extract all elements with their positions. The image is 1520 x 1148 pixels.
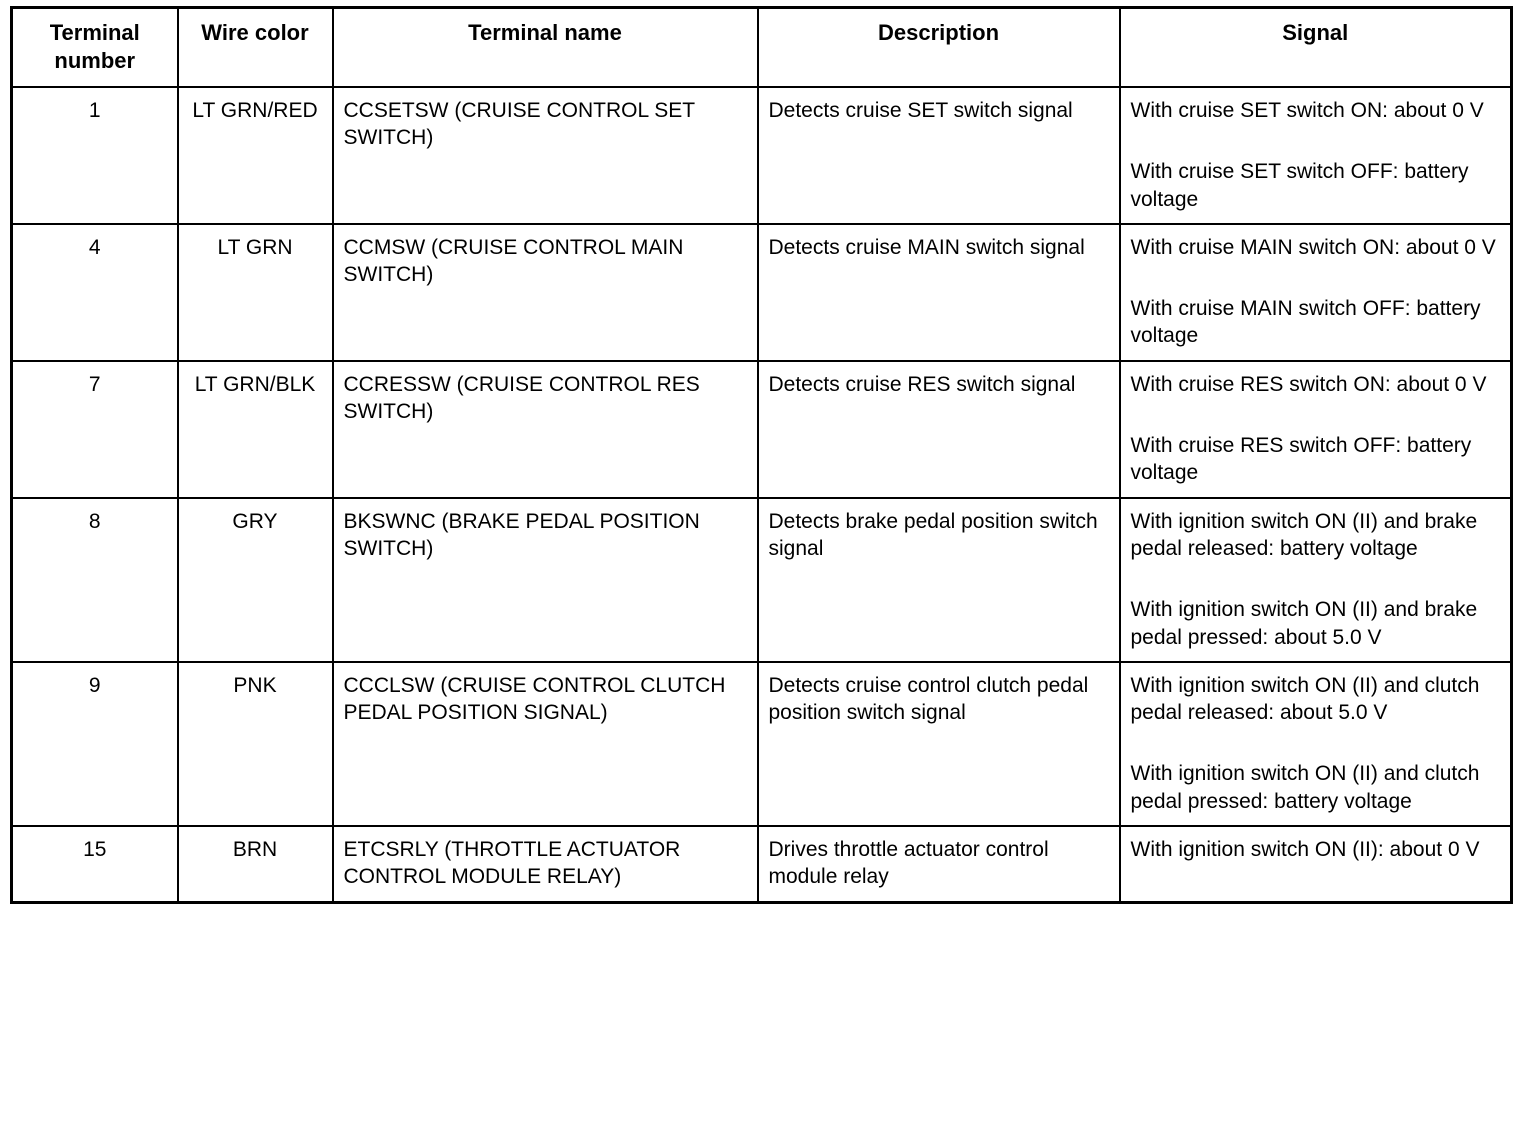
cell-wire-color: PNK — [178, 662, 333, 826]
cell-terminal-number: 1 — [12, 87, 178, 224]
cell-terminal-name: BKSWNC (BRAKE PEDAL POSITION SWITCH) — [333, 498, 758, 662]
cell-description: Detects cruise control clutch pedal position switch signal — [758, 662, 1120, 826]
cell-terminal-number: 15 — [12, 826, 178, 902]
cell-terminal-name: CCCLSW (CRUISE CONTROL CLUTCH PEDAL POSITION SIGNAL) — [333, 662, 758, 826]
document-page — [0, 6, 1520, 1148]
table-header — [12, 8, 1512, 88]
signal-condition-on: With cruise RES switch ON: about 0 V — [1130, 372, 1487, 396]
cell-signal — [1120, 224, 1512, 361]
signal-condition-off: With cruise SET switch OFF: battery voltage — [1130, 160, 1469, 211]
cell-terminal-name: CCMSW (CRUISE CONTROL MAIN SWITCH) — [333, 224, 758, 361]
cell-wire-color: BRN — [178, 826, 333, 902]
signal-condition-pressed: With ignition switch ON (II) and brake pedal pressed: about 5.0 V — [1130, 598, 1478, 649]
cell-terminal-number: 7 — [12, 361, 178, 498]
cell-wire-color: GRY — [178, 498, 333, 662]
column-header-signal: Signal — [1120, 8, 1512, 88]
cell-signal — [1120, 826, 1512, 902]
cell-wire-color: LT GRN/BLK — [178, 361, 333, 498]
column-header-wire-color: Wire color — [178, 8, 333, 88]
cell-terminal-name: CCSETSW (CRUISE CONTROL SET SWITCH) — [333, 87, 758, 224]
signal-condition-pressed: With ignition switch ON (II) and clutch pedal pressed: battery voltage — [1130, 762, 1480, 813]
terminal-pinout-table — [10, 6, 1513, 904]
cell-terminal-number: 4 — [12, 224, 178, 361]
column-header-terminal-number: Terminal number — [12, 8, 178, 88]
table-body — [12, 87, 1512, 902]
cell-wire-color: LT GRN — [178, 224, 333, 361]
cell-terminal-number: 9 — [12, 662, 178, 826]
table-row — [12, 498, 1512, 662]
table-row — [12, 87, 1512, 224]
signal-condition-on: With cruise MAIN switch ON: about 0 V — [1130, 235, 1496, 259]
table-row — [12, 826, 1512, 902]
signal-condition-released: With ignition switch ON (II) and clutch pedal released: about 5.0 V — [1130, 673, 1480, 725]
table-row — [12, 224, 1512, 361]
table-header-row — [12, 8, 1512, 88]
cell-signal — [1120, 662, 1512, 826]
cell-terminal-name: CCRESSW (CRUISE CONTROL RES SWITCH) — [333, 361, 758, 498]
signal-condition-off: With cruise MAIN switch OFF: battery voltage — [1130, 297, 1481, 348]
cell-description: Detects cruise RES switch signal — [758, 361, 1120, 498]
signal-condition-on: With cruise SET switch ON: about 0 V — [1130, 99, 1484, 122]
cell-signal — [1120, 87, 1512, 224]
table-row — [12, 361, 1512, 498]
cell-terminal-number: 8 — [12, 498, 178, 662]
cell-description: Detects brake pedal position switch signal — [758, 498, 1120, 662]
column-header-terminal-name: Terminal name — [333, 8, 758, 88]
signal-condition-on: With ignition switch ON (II): about 0 V — [1130, 838, 1480, 862]
cell-signal — [1120, 361, 1512, 498]
signal-condition-off: With cruise RES switch OFF: battery voltage — [1130, 434, 1472, 485]
column-header-description: Description — [758, 8, 1120, 88]
cell-wire-color: LT GRN/RED — [178, 87, 333, 224]
cell-terminal-name: ETCSRLY (THROTTLE ACTUATOR CONTROL MODULE RELAY) — [333, 826, 758, 902]
cell-description: Detects cruise SET switch signal — [758, 87, 1120, 224]
cell-description: Detects cruise MAIN switch signal — [758, 224, 1120, 361]
signal-condition-released: With ignition switch ON (II) and brake pedal released: battery voltage — [1130, 509, 1478, 560]
cell-description: Drives throttle actuator control module relay — [758, 826, 1120, 902]
table-row — [12, 662, 1512, 826]
cell-signal — [1120, 498, 1512, 662]
